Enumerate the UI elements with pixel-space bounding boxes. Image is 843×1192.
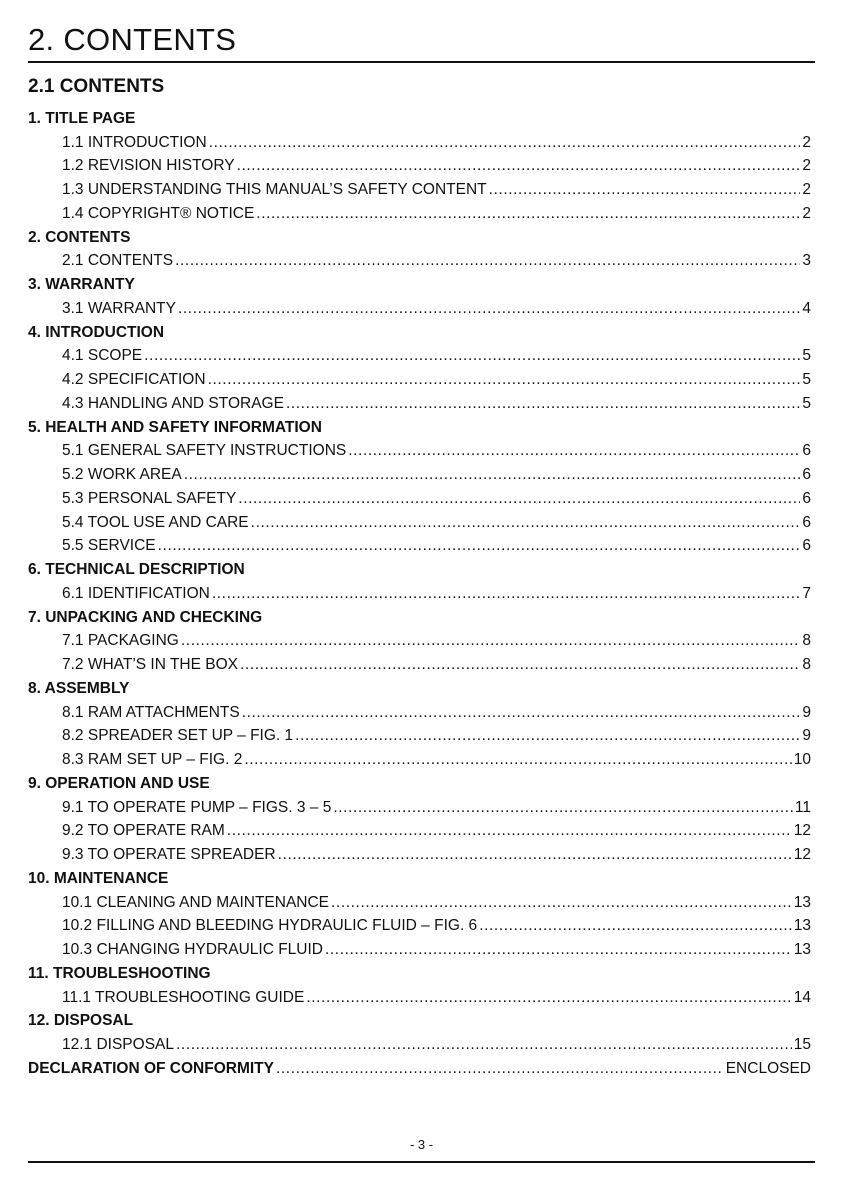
toc-entry (28, 178, 811, 202)
dot-leader (184, 465, 801, 485)
toc-heading: 1. TITLE PAGE (28, 109, 136, 127)
toc-entry (28, 297, 811, 321)
dot-leader (244, 750, 791, 770)
toc-page-number: ENCLOSED (725, 1059, 811, 1077)
toc-entry-title: 2.1 CONTENTS (62, 252, 174, 270)
toc-entry-title: 11.1 TROUBLESHOOTING GUIDE (62, 988, 305, 1006)
dot-leader (331, 893, 792, 913)
toc-page-number: 4 (802, 299, 811, 317)
toc-entry (28, 582, 811, 606)
toc-entry-title: 8.1 RAM ATTACHMENTS (62, 703, 240, 721)
toc-page-number: 5 (802, 394, 811, 412)
dot-leader (295, 726, 800, 746)
dot-leader (286, 394, 800, 414)
toc-entry (28, 938, 811, 962)
toc-page-number: 6 (802, 442, 811, 460)
toc-entry (28, 820, 811, 844)
toc-declaration-row (28, 1057, 811, 1081)
toc-entry (28, 748, 811, 772)
dot-leader (251, 513, 801, 533)
toc-heading: 2. CONTENTS (28, 228, 131, 246)
toc-entry (28, 131, 811, 155)
toc-entry (28, 511, 811, 535)
dot-leader (256, 204, 800, 224)
dot-leader (325, 940, 792, 960)
dot-leader (240, 655, 800, 675)
toc-entry-title: 10.3 CHANGING HYDRAULIC FLUID (62, 941, 323, 959)
toc-entry (28, 487, 811, 511)
toc-entry (28, 843, 811, 867)
toc-page-number: 9 (802, 703, 811, 721)
dot-leader (278, 845, 792, 865)
dot-leader (209, 133, 801, 153)
toc-entry-title: 1.1 INTRODUCTION (62, 133, 207, 151)
toc-entry-title: 1.4 COPYRIGHT® NOTICE (62, 204, 255, 222)
toc-page-number: 13 (793, 941, 811, 959)
toc-entry-title: 10.2 FILLING AND BLEEDING HYDRAULIC FLUID – FIG. 6 (62, 917, 478, 935)
toc-entry-title: 5.2 WORK AREA (62, 466, 182, 484)
toc-entry-title: 1.2 REVISION HISTORY (62, 157, 235, 175)
toc-page-number: 7 (802, 584, 811, 602)
dot-leader (158, 536, 801, 556)
toc-heading: 6. TECHNICAL DESCRIPTION (28, 561, 245, 579)
toc-page-number: 6 (802, 537, 811, 555)
page-number: - 3 - (409, 1137, 434, 1152)
dot-leader (181, 631, 801, 651)
toc-entry (28, 463, 811, 487)
toc-heading: 10. MAINTENANCE (28, 869, 169, 887)
toc-heading: 4. INTRODUCTION (28, 323, 165, 341)
title-divider (28, 61, 815, 63)
toc-entry (28, 891, 811, 915)
toc-entry-title: 7.1 PACKAGING (62, 632, 179, 650)
toc-entry (28, 202, 811, 226)
toc-entry (28, 796, 811, 820)
toc-entry (28, 392, 811, 416)
toc-entry (28, 155, 811, 179)
toc-heading: 8. ASSEMBLY (28, 679, 130, 697)
toc-entry-title: 1.3 UNDERSTANDING THIS MANUAL’S SAFETY CONTENT (62, 181, 487, 199)
toc-page-number: 9 (802, 727, 811, 745)
toc-entry-title: 8.3 RAM SET UP – FIG. 2 (62, 751, 243, 769)
toc-page-number: 2 (802, 133, 811, 151)
toc-page-number: 2 (802, 157, 811, 175)
toc-entry (28, 986, 811, 1010)
toc-heading: 7. UNPACKING AND CHECKING (28, 608, 263, 626)
toc-entry-title: 9.2 TO OPERATE RAM (62, 822, 225, 840)
toc-entry-title: 10.1 CLEANING AND MAINTENANCE (62, 893, 330, 911)
dot-leader (176, 1035, 792, 1055)
toc-page-number: 12 (793, 846, 811, 864)
dot-leader (227, 821, 792, 841)
toc-page-number: 8 (802, 632, 811, 650)
toc-page-number: 12 (793, 822, 811, 840)
toc-entry (28, 630, 811, 654)
toc-entry-title: 8.2 SPREADER SET UP – FIG. 1 (62, 727, 294, 745)
toc-heading: 9. OPERATION AND USE (28, 774, 210, 792)
toc-entry-title: 5.1 GENERAL SAFETY INSTRUCTIONS (62, 442, 347, 460)
section-title: 2.1 CONTENTS (28, 76, 165, 97)
dot-leader (237, 156, 801, 176)
toc-page-number: 5 (802, 347, 811, 365)
toc-heading: 11. TROUBLESHOOTING (28, 964, 211, 982)
toc-entry (28, 250, 811, 274)
dot-leader (489, 180, 801, 200)
footer-divider (28, 1161, 815, 1163)
toc-entry-title: 3.1 WARRANTY (62, 299, 176, 317)
toc-page-number: 11 (794, 798, 811, 816)
dot-leader (333, 798, 793, 818)
toc-entry (28, 725, 811, 749)
toc-entry (28, 701, 811, 725)
toc-entry-title: 9.1 TO OPERATE PUMP – FIGS. 3 – 5 (62, 798, 332, 816)
toc-page-number: 15 (793, 1036, 811, 1054)
dot-leader (348, 441, 800, 461)
dot-leader (479, 916, 792, 936)
toc-entry (28, 653, 811, 677)
toc-page-number: 3 (802, 252, 811, 270)
dot-leader (276, 1059, 724, 1079)
toc-page-number: 2 (802, 181, 811, 199)
toc-entry-title: 6.1 IDENTIFICATION (62, 584, 210, 602)
toc-entry-title: 4.2 SPECIFICATION (62, 371, 206, 389)
dot-leader (306, 988, 791, 1008)
dot-leader (178, 299, 800, 319)
toc-entry (28, 345, 811, 369)
toc-entry-title: 4.1 SCOPE (62, 347, 143, 365)
toc-page-number: 5 (802, 371, 811, 389)
dot-leader (242, 703, 801, 723)
toc-entry-title: 9.3 TO OPERATE SPREADER (62, 846, 276, 864)
toc-entry (28, 915, 811, 939)
toc-entry (28, 368, 811, 392)
toc-page-number: 6 (802, 513, 811, 531)
toc-entry-title: 12.1 DISPOSAL (62, 1036, 175, 1054)
page-title: 2. CONTENTS (28, 22, 237, 57)
dot-leader (208, 370, 801, 390)
toc-page-number: 2 (802, 204, 811, 222)
toc-page-number: 8 (802, 656, 811, 674)
toc-page-number: 13 (793, 917, 811, 935)
toc-heading: 5. HEALTH AND SAFETY INFORMATION (28, 418, 322, 436)
toc-page-number: 6 (802, 466, 811, 484)
toc-heading: 12. DISPOSAL (28, 1012, 134, 1030)
toc-page-number: 6 (802, 489, 811, 507)
toc-heading: 3. WARRANTY (28, 276, 135, 294)
toc-page-number: 13 (793, 893, 811, 911)
toc-entry-title: 4.3 HANDLING AND STORAGE (62, 394, 284, 412)
toc-entry-title: 7.2 WHAT’S IN THE BOX (62, 656, 238, 674)
dot-leader (238, 489, 800, 509)
toc-entry (28, 440, 811, 464)
toc-page-number: 14 (793, 988, 811, 1006)
toc-entry-title: 5.3 PERSONAL SAFETY (62, 489, 237, 507)
dot-leader (175, 251, 800, 271)
toc-page-number: 10 (793, 751, 811, 769)
toc-entry-title: 5.5 SERVICE (62, 537, 156, 555)
toc-entry (28, 1033, 811, 1057)
toc-entry (28, 535, 811, 559)
toc-entry-title: 5.4 TOOL USE AND CARE (62, 513, 249, 531)
dot-leader (212, 584, 801, 604)
table-of-contents (28, 107, 811, 1081)
toc-entry-title: DECLARATION OF CONFORMITY (28, 1059, 274, 1077)
dot-leader (144, 346, 800, 366)
